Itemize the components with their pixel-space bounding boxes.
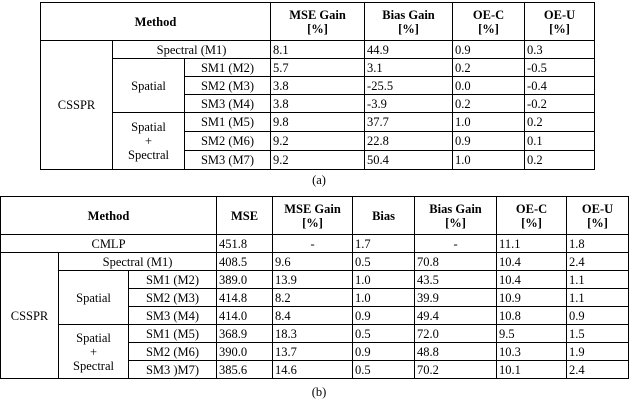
table-row bbox=[1, 253, 629, 271]
table-row bbox=[41, 41, 595, 59]
method-name: SM2 (M6) bbox=[129, 343, 217, 361]
cell-oe-u: 0.3 bbox=[525, 41, 595, 59]
header-bias: Bias bbox=[353, 197, 415, 235]
cell-mse-gain: 5.7 bbox=[271, 59, 365, 77]
cell-oe-u: 0.2 bbox=[525, 151, 595, 170]
cell-mse-gain: 13.9 bbox=[273, 271, 353, 289]
header-oe-u: OE-U [%] bbox=[525, 3, 595, 41]
table-b-header-row bbox=[1, 197, 629, 235]
cell-oe-c: 10.8 bbox=[497, 307, 567, 325]
cell-bias: 0.5 bbox=[353, 253, 415, 271]
header-method: Method bbox=[1, 197, 217, 235]
cell-oe-u: 1.8 bbox=[567, 235, 629, 253]
cell-mse-gain: 8.4 bbox=[273, 307, 353, 325]
cell-bias-gain: 22.8 bbox=[365, 132, 453, 151]
cell-oe-c: 0.9 bbox=[453, 132, 525, 151]
method-name: SM3 (M4) bbox=[129, 307, 217, 325]
header-oe-c: OE-C [%] bbox=[497, 197, 567, 235]
cell-bias: 0.9 bbox=[353, 307, 415, 325]
cell-bias: 1.0 bbox=[353, 289, 415, 307]
cell-mse-gain: 9.6 bbox=[273, 253, 353, 271]
cell-mse: 408.5 bbox=[217, 253, 273, 271]
cell-oe-u: 1.9 bbox=[567, 343, 629, 361]
cell-mse: 451.8 bbox=[217, 235, 273, 253]
cell-oe-c: 10.3 bbox=[497, 343, 567, 361]
subgroup-spatial-spectral: Spatial + Spectral bbox=[113, 113, 185, 170]
cell-bias-gain: 70.8 bbox=[415, 253, 497, 271]
header-bias-gain: Bias Gain [%] bbox=[365, 3, 453, 41]
method-spectral: Spectral (M1) bbox=[59, 253, 217, 271]
method-name: SM1 (M5) bbox=[185, 113, 271, 132]
cell-oe-u: -0.5 bbox=[525, 59, 595, 77]
cell-oe-c: 0.2 bbox=[453, 95, 525, 113]
group-label-csspr: CSSPR bbox=[1, 253, 59, 379]
cell-mse-gain: 9.2 bbox=[271, 132, 365, 151]
cell-oe-u: 1.1 bbox=[567, 289, 629, 307]
cell-bias-gain: 72.0 bbox=[415, 325, 497, 343]
method-name: SM1 (M5) bbox=[129, 325, 217, 343]
subgroup-spatial: Spatial bbox=[59, 271, 129, 325]
cell-bias: 1.0 bbox=[353, 271, 415, 289]
cell-oe-c: 10.4 bbox=[497, 253, 567, 271]
cell-oe-u: 0.2 bbox=[525, 113, 595, 132]
cell-mse-gain: 3.8 bbox=[271, 95, 365, 113]
method-spectral: Spectral (M1) bbox=[113, 41, 271, 59]
cell-bias-gain: 39.9 bbox=[415, 289, 497, 307]
cell-bias-gain: 44.9 bbox=[365, 41, 453, 59]
table-a-header-row bbox=[41, 3, 595, 41]
cell-oe-c: 1.0 bbox=[453, 113, 525, 132]
cell-oe-c: 10.1 bbox=[497, 361, 567, 379]
header-bias-gain: Bias Gain [%] bbox=[415, 197, 497, 235]
cell-oe-c: 10.4 bbox=[497, 271, 567, 289]
cell-oe-u: 1.1 bbox=[567, 271, 629, 289]
cell-mse-gain: 18.3 bbox=[273, 325, 353, 343]
cell-bias-gain: - bbox=[415, 235, 497, 253]
subgroup-spatial-spectral: Spatial + Spectral bbox=[59, 325, 129, 379]
caption-a: (a) bbox=[312, 173, 326, 187]
cell-mse-gain: 14.6 bbox=[273, 361, 353, 379]
subgroup-spatial: Spatial bbox=[113, 59, 185, 113]
cell-oe-u: 0.1 bbox=[525, 132, 595, 151]
method-name: SM2 (M3) bbox=[185, 77, 271, 95]
cell-mse-gain: 8.1 bbox=[271, 41, 365, 59]
cell-mse: 368.9 bbox=[217, 325, 273, 343]
cell-oe-c: 0.9 bbox=[453, 41, 525, 59]
cell-mse: 389.0 bbox=[217, 271, 273, 289]
cell-bias-gain: 50.4 bbox=[365, 151, 453, 170]
cell-mse: 414.8 bbox=[217, 289, 273, 307]
method-name: SM3 )M7) bbox=[129, 361, 217, 379]
header-mse-gain: MSE Gain [%] bbox=[273, 197, 353, 235]
cell-mse-gain: 13.7 bbox=[273, 343, 353, 361]
table-row bbox=[41, 113, 595, 132]
cell-oe-c: 1.0 bbox=[453, 151, 525, 170]
cell-oe-u: 2.4 bbox=[567, 361, 629, 379]
cell-bias-gain: -25.5 bbox=[365, 77, 453, 95]
group-label-csspr: CSSPR bbox=[41, 41, 113, 170]
cell-bias-gain: 43.5 bbox=[415, 271, 497, 289]
results-table-b bbox=[0, 196, 629, 379]
cell-oe-c: 9.5 bbox=[497, 325, 567, 343]
table-row bbox=[1, 235, 629, 253]
cell-bias: 1.7 bbox=[353, 235, 415, 253]
header-method: Method bbox=[41, 3, 271, 41]
method-name: SM3 (M7) bbox=[185, 151, 271, 170]
cell-mse-gain: 3.8 bbox=[271, 77, 365, 95]
table-row bbox=[1, 271, 629, 289]
cell-bias: 0.5 bbox=[353, 361, 415, 379]
method-name: SM2 (M3) bbox=[129, 289, 217, 307]
method-name: SM2 (M6) bbox=[185, 132, 271, 151]
cell-bias-gain: 37.7 bbox=[365, 113, 453, 132]
cell-bias: 0.9 bbox=[353, 343, 415, 361]
cell-oe-u: -0.2 bbox=[525, 95, 595, 113]
cell-bias: 0.5 bbox=[353, 325, 415, 343]
cell-oe-c: 10.9 bbox=[497, 289, 567, 307]
cell-oe-c: 0.0 bbox=[453, 77, 525, 95]
cell-bias-gain: 70.2 bbox=[415, 361, 497, 379]
cell-bias-gain: 3.1 bbox=[365, 59, 453, 77]
cell-mse: 390.0 bbox=[217, 343, 273, 361]
cell-mse-gain: - bbox=[273, 235, 353, 253]
table-row bbox=[1, 325, 629, 343]
method-name: SM1 (M2) bbox=[185, 59, 271, 77]
method-name: SM1 (M2) bbox=[129, 271, 217, 289]
header-mse: MSE bbox=[217, 197, 273, 235]
header-oe-u: OE-U [%] bbox=[567, 197, 629, 235]
cell-oe-u: 1.5 bbox=[567, 325, 629, 343]
cell-bias-gain: 48.8 bbox=[415, 343, 497, 361]
caption-b: (b) bbox=[311, 385, 327, 399]
cell-oe-u: 0.9 bbox=[567, 307, 629, 325]
header-oe-c: OE-C [%] bbox=[453, 3, 525, 41]
cell-mse-gain: 9.2 bbox=[271, 151, 365, 170]
cell-oe-c: 11.1 bbox=[497, 235, 567, 253]
cell-mse: 385.6 bbox=[217, 361, 273, 379]
header-mse-gain: MSE Gain [%] bbox=[271, 3, 365, 41]
table-row bbox=[41, 59, 595, 77]
cell-bias-gain: -3.9 bbox=[365, 95, 453, 113]
cell-mse-gain: 9.8 bbox=[271, 113, 365, 132]
method-cmlp: CMLP bbox=[1, 235, 217, 253]
method-name: SM3 (M4) bbox=[185, 95, 271, 113]
cell-oe-c: 0.2 bbox=[453, 59, 525, 77]
results-table-a bbox=[40, 2, 595, 170]
cell-oe-u: 2.4 bbox=[567, 253, 629, 271]
cell-mse: 414.0 bbox=[217, 307, 273, 325]
cell-bias-gain: 49.4 bbox=[415, 307, 497, 325]
cell-mse-gain: 8.2 bbox=[273, 289, 353, 307]
cell-oe-u: -0.4 bbox=[525, 77, 595, 95]
